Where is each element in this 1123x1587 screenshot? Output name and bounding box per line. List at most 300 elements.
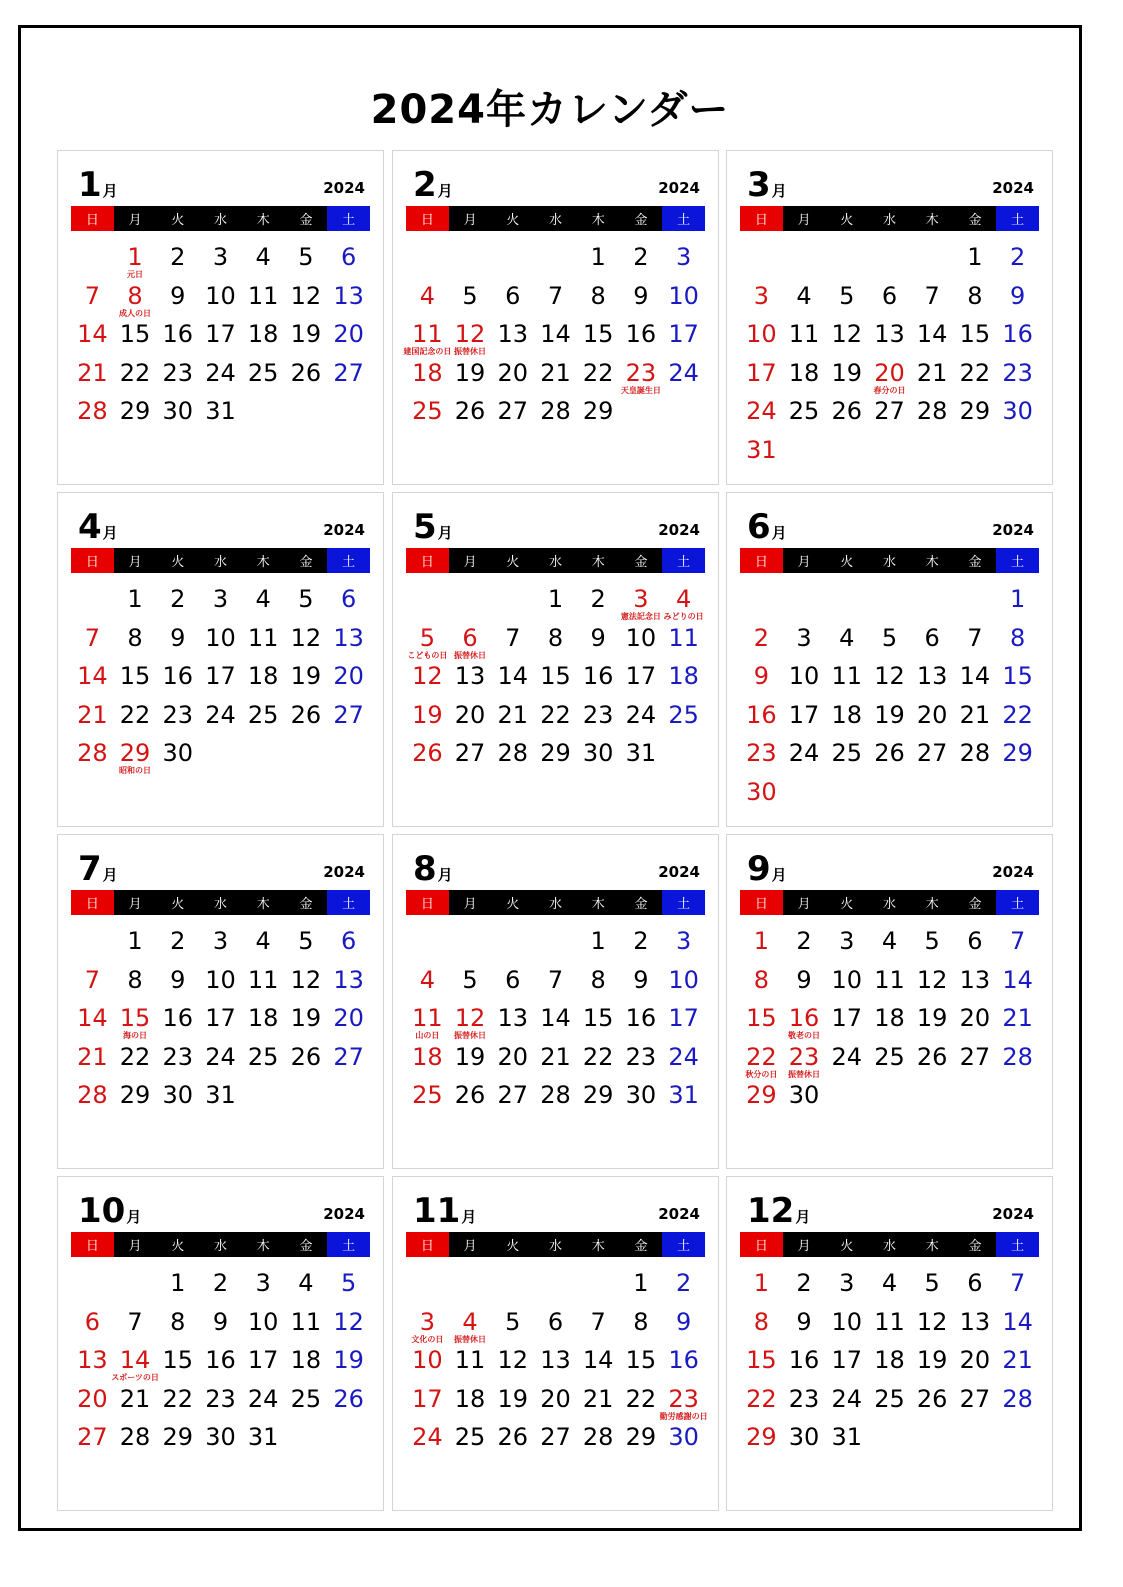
day-cell: [740, 620, 783, 658]
day-cell: [285, 355, 328, 393]
day-cell: [996, 1381, 1039, 1419]
day-number: 30: [205, 1423, 236, 1451]
holiday-name: 振替休日: [454, 1031, 487, 1040]
day-number: 23: [1002, 358, 1033, 387]
weekday-header: [71, 206, 370, 231]
day-cell: [327, 355, 370, 393]
day-number: 21: [540, 1042, 571, 1071]
day-number: 12: [454, 320, 486, 348]
day-cell: [242, 316, 285, 354]
day-number: 12: [454, 1004, 486, 1032]
day-number: 11: [412, 1004, 443, 1032]
day-cell: [242, 1000, 285, 1038]
day-number: 13: [874, 320, 905, 348]
day-number: 7: [924, 281, 940, 310]
weekday-label: 木: [911, 890, 954, 915]
day-number: 29: [540, 739, 571, 767]
month-suffix: 月: [102, 182, 118, 200]
day-number: 26: [454, 1081, 486, 1109]
day-cell: [740, 735, 783, 773]
day-cell: [327, 1304, 370, 1342]
weekday-label: 金: [954, 548, 997, 573]
day-number: 11: [788, 320, 820, 348]
weekday-label: 月: [783, 1232, 826, 1257]
month-panel-1: [57, 150, 384, 485]
day-cell: [114, 658, 157, 696]
day-number: 14: [582, 1346, 614, 1374]
day-cell: [114, 620, 157, 658]
day-number: 8: [753, 965, 769, 994]
day-cell: [242, 1304, 285, 1342]
day-cell: [156, 1039, 199, 1077]
day-number: 4: [419, 281, 435, 310]
day-cell: [577, 1419, 620, 1457]
day-number: 20: [540, 1384, 571, 1413]
month-suffix: 月: [102, 866, 118, 884]
weekday-label: 土: [662, 890, 705, 915]
day-number: 23: [788, 1384, 820, 1413]
day-number: 23: [162, 1042, 194, 1071]
day-cell: [620, 1039, 663, 1077]
day-number: 25: [247, 700, 279, 729]
day-cell: [620, 1419, 663, 1457]
day-number: 1: [127, 243, 143, 271]
day-cell: [156, 1077, 199, 1115]
day-cell: [199, 1265, 242, 1303]
day-cell: [406, 1381, 449, 1419]
day-number: 4: [419, 965, 435, 994]
day-number: 24: [668, 1042, 699, 1071]
day-number: 3: [419, 1307, 435, 1336]
month-year: 2024: [992, 1205, 1034, 1223]
weekday-header: [406, 890, 705, 915]
day-number: 9: [170, 281, 186, 310]
day-number: 13: [333, 281, 364, 310]
day-number: 20: [916, 700, 948, 729]
day-number: 6: [547, 1307, 564, 1336]
day-number: 15: [959, 320, 991, 348]
day-number: 18: [668, 662, 699, 690]
day-number: 6: [967, 927, 983, 955]
day-number: 5: [419, 623, 435, 652]
weekday-header: [740, 206, 1039, 231]
day-cell: [783, 923, 826, 961]
day-cell: [577, 620, 620, 658]
day-cell: [868, 1342, 911, 1380]
month-panel-7: [57, 834, 384, 1169]
day-cell: [577, 1342, 620, 1380]
month-suffix: 月: [437, 182, 453, 200]
day-cell: [242, 1381, 285, 1419]
day-number: 19: [454, 1042, 486, 1071]
weekday-header: [740, 548, 1039, 573]
day-number: 25: [247, 1042, 279, 1071]
day-number: 20: [497, 358, 529, 387]
day-number: 22: [625, 1384, 657, 1413]
day-number: 17: [746, 358, 777, 387]
day-number: 22: [119, 358, 151, 387]
day-cell: [491, 735, 534, 773]
day-cell: [783, 1342, 826, 1380]
day-cell: [577, 658, 620, 696]
day-cell: [662, 355, 705, 393]
weekday-label: 月: [449, 206, 492, 231]
day-number: 24: [831, 1042, 863, 1071]
weekday-label: 月: [449, 548, 492, 573]
day-cell: [534, 316, 577, 354]
day-number: 12: [497, 1346, 529, 1374]
day-number: 21: [497, 700, 529, 729]
day-cell: [71, 1304, 114, 1342]
month-year: 2024: [323, 1205, 365, 1223]
weekday-label: 日: [71, 890, 114, 915]
day-number: 12: [831, 320, 863, 348]
day-cell: [954, 1265, 997, 1303]
day-number: 17: [625, 662, 657, 690]
day-cell: [577, 697, 620, 735]
month-panel-3: [726, 150, 1053, 485]
day-number: 22: [746, 1384, 777, 1413]
day-number: 1: [967, 243, 983, 271]
day-cell: [740, 1265, 783, 1303]
weekday-label: 金: [620, 206, 663, 231]
weekday-label: 土: [662, 548, 705, 573]
day-cell: [868, 1304, 911, 1342]
weekday-label: 火: [491, 548, 534, 573]
day-number: 10: [205, 281, 236, 310]
day-cell: [911, 1304, 954, 1342]
day-cell: [327, 620, 370, 658]
day-number: 20: [333, 320, 364, 348]
day-cell: [114, 1077, 157, 1115]
day-cell: [199, 581, 242, 619]
day-number: 1: [590, 927, 606, 955]
month-year: 2024: [323, 179, 365, 197]
day-cell: [996, 1039, 1039, 1077]
day-cell: [620, 1304, 663, 1342]
day-cell: [620, 316, 663, 354]
day-cell: [662, 1304, 705, 1342]
day-number: 9: [590, 623, 606, 652]
day-number: 13: [959, 965, 991, 994]
day-cell: [534, 735, 577, 773]
day-cell: [954, 1000, 997, 1038]
day-cell: [449, 1077, 492, 1115]
day-number: 3: [839, 927, 855, 955]
day-number: 10: [668, 281, 699, 310]
day-cell: [911, 316, 954, 354]
day-cell: [868, 278, 911, 316]
day-cell: [114, 393, 157, 431]
day-cell: [534, 581, 577, 619]
day-number: 17: [788, 700, 820, 729]
day-cell: [620, 962, 663, 1000]
day-number: 8: [547, 623, 564, 652]
day-number: 17: [412, 1384, 443, 1413]
day-number: 6: [340, 927, 357, 955]
day-cell: [491, 1381, 534, 1419]
day-cell: [156, 1000, 199, 1038]
day-number: 2: [753, 623, 769, 652]
day-number: 31: [205, 397, 236, 425]
day-cell: [868, 962, 911, 1000]
day-cell: [156, 697, 199, 735]
day-grid: [406, 581, 705, 816]
day-cell: [327, 278, 370, 316]
day-number: 26: [333, 1384, 364, 1413]
day-number: 1: [1009, 585, 1026, 613]
day-number: 5: [298, 927, 314, 955]
day-cell: [406, 1077, 449, 1115]
holiday-cell: [449, 316, 492, 354]
day-cell: [954, 239, 997, 277]
day-cell: [406, 1419, 449, 1457]
day-number: 13: [77, 1346, 108, 1374]
day-cell: [285, 962, 328, 1000]
day-cell: [911, 697, 954, 735]
day-number: 18: [412, 1042, 443, 1071]
day-number: 2: [170, 927, 186, 955]
day-cell: [491, 278, 534, 316]
day-number: 12: [916, 1307, 948, 1336]
day-cell: [327, 658, 370, 696]
day-number: 21: [1002, 1004, 1033, 1032]
day-number: 5: [881, 623, 898, 652]
day-number: 16: [162, 662, 194, 690]
day-cell: [406, 1342, 449, 1380]
day-cell: [199, 1342, 242, 1380]
day-number: 27: [497, 1081, 529, 1109]
month-heading: [413, 849, 453, 889]
day-cell: [491, 393, 534, 431]
day-number: 15: [540, 662, 571, 690]
day-number: 22: [746, 1042, 777, 1071]
day-number: 16: [205, 1346, 236, 1374]
weekday-label: 土: [327, 890, 370, 915]
day-number: 9: [753, 662, 769, 690]
day-number: 19: [290, 320, 322, 348]
month-number: 6: [747, 507, 771, 547]
weekday-label: 月: [783, 890, 826, 915]
day-number: 7: [547, 281, 564, 310]
day-cell: [327, 581, 370, 619]
month-year: 2024: [658, 521, 700, 539]
day-cell: [199, 1039, 242, 1077]
day-cell: [662, 697, 705, 735]
day-number: 25: [874, 1384, 905, 1413]
month-year: 2024: [323, 521, 365, 539]
day-cell: [156, 1419, 199, 1457]
day-cell: [327, 923, 370, 961]
weekday-label: 金: [954, 206, 997, 231]
day-number: 25: [831, 739, 863, 767]
day-number: 20: [959, 1004, 991, 1032]
weekday-label: 水: [199, 1232, 242, 1257]
day-cell: [954, 393, 997, 431]
holiday-cell: [449, 1304, 492, 1342]
month-year: 2024: [992, 863, 1034, 881]
day-cell: [156, 316, 199, 354]
day-number: 12: [290, 623, 322, 652]
day-cell: [406, 697, 449, 735]
day-number: 10: [412, 1346, 443, 1374]
day-cell: [954, 962, 997, 1000]
day-number: 27: [497, 397, 529, 425]
day-number: 21: [582, 1384, 614, 1413]
day-number: 31: [247, 1423, 279, 1451]
day-number: 22: [119, 1042, 151, 1071]
month-year: 2024: [658, 863, 700, 881]
month-panel-2: [392, 150, 719, 485]
day-number: 22: [582, 358, 614, 387]
day-cell: [868, 658, 911, 696]
day-cell: [285, 697, 328, 735]
day-number: 9: [796, 1307, 812, 1336]
weekday-label: 日: [740, 1232, 783, 1257]
day-cell: [620, 697, 663, 735]
day-number: 4: [298, 1269, 314, 1297]
day-cell: [783, 1304, 826, 1342]
month-number: 8: [413, 849, 437, 889]
day-cell: [740, 316, 783, 354]
day-cell: [114, 962, 157, 1000]
day-number: 22: [582, 1042, 614, 1071]
month-number: 7: [78, 849, 102, 889]
month-suffix: 月: [771, 182, 787, 200]
weekday-label: 木: [577, 206, 620, 231]
day-cell: [327, 1342, 370, 1380]
day-cell: [996, 581, 1039, 619]
day-number: 21: [916, 358, 948, 387]
day-cell: [156, 658, 199, 696]
day-cell: [620, 735, 663, 773]
day-number: 14: [497, 662, 529, 690]
day-number: 29: [959, 397, 991, 425]
day-cell: [156, 1342, 199, 1380]
day-cell: [327, 239, 370, 277]
day-cell: [199, 620, 242, 658]
day-number: 26: [874, 739, 905, 767]
day-number: 28: [1002, 1042, 1033, 1071]
day-cell: [199, 1077, 242, 1115]
day-cell: [327, 316, 370, 354]
day-cell: [577, 1000, 620, 1038]
month-heading: [78, 165, 118, 205]
day-cell: [577, 1077, 620, 1115]
weekday-label: 水: [534, 206, 577, 231]
day-number: 11: [247, 281, 279, 310]
weekday-label: 土: [662, 1232, 705, 1257]
day-number: 19: [412, 700, 443, 729]
day-number: 7: [127, 1307, 143, 1336]
day-number: 10: [625, 623, 657, 652]
day-number: 10: [831, 1307, 863, 1336]
day-number: 11: [831, 662, 863, 690]
day-cell: [406, 962, 449, 1000]
day-number: 10: [205, 623, 236, 652]
weekday-header: [71, 890, 370, 915]
day-number: 8: [127, 623, 143, 652]
day-number: 19: [497, 1384, 529, 1413]
day-cell: [954, 1342, 997, 1380]
day-cell: [449, 278, 492, 316]
day-cell: [71, 316, 114, 354]
day-cell: [740, 432, 783, 470]
day-number: 11: [874, 965, 905, 994]
day-number: 5: [924, 927, 940, 955]
day-cell: [285, 923, 328, 961]
weekday-label: 金: [620, 1232, 663, 1257]
day-cell: [577, 393, 620, 431]
day-cell: [156, 1265, 199, 1303]
day-number: 28: [916, 397, 948, 425]
holiday-name: 海の日: [123, 1031, 148, 1040]
day-cell: [954, 1039, 997, 1077]
day-cell: [199, 316, 242, 354]
day-number: 8: [170, 1307, 186, 1336]
day-number: 1: [590, 243, 606, 271]
weekday-label: 土: [327, 548, 370, 573]
day-number: 3: [675, 243, 692, 271]
day-cell: [242, 278, 285, 316]
day-number: 26: [290, 1042, 322, 1071]
day-cell: [954, 278, 997, 316]
month-panel-10: [57, 1176, 384, 1511]
day-cell: [954, 923, 997, 961]
day-number: 16: [162, 1004, 194, 1032]
day-cell: [577, 962, 620, 1000]
day-cell: [534, 355, 577, 393]
holiday-cell: [114, 239, 157, 277]
day-cell: [491, 1039, 534, 1077]
day-cell: [199, 1000, 242, 1038]
day-number: 28: [540, 397, 571, 425]
day-cell: [156, 1381, 199, 1419]
day-number: 24: [205, 700, 236, 729]
day-number: 30: [625, 1081, 657, 1109]
day-grid: [740, 923, 1039, 1158]
day-cell: [783, 316, 826, 354]
day-number: 27: [333, 700, 364, 729]
day-cell: [71, 962, 114, 1000]
day-number: 17: [831, 1346, 863, 1374]
day-cell: [783, 1381, 826, 1419]
day-cell: [740, 774, 783, 812]
day-number: 14: [959, 662, 991, 690]
day-number: 22: [162, 1384, 194, 1413]
day-cell: [740, 697, 783, 735]
day-number: 7: [590, 1307, 606, 1336]
day-number: 3: [753, 281, 769, 310]
day-cell: [662, 1342, 705, 1380]
day-cell: [954, 1381, 997, 1419]
day-cell: [911, 1039, 954, 1077]
day-number: 19: [290, 1004, 322, 1032]
day-cell: [285, 581, 328, 619]
day-number: 7: [84, 281, 100, 310]
weekday-label: 火: [825, 1232, 868, 1257]
day-cell: [491, 1419, 534, 1457]
weekday-label: 日: [406, 890, 449, 915]
day-cell: [534, 697, 577, 735]
day-cell: [242, 239, 285, 277]
day-number: 24: [788, 739, 820, 767]
day-cell: [71, 1077, 114, 1115]
holiday-cell: [662, 581, 705, 619]
day-grid: [71, 581, 370, 816]
day-cell: [825, 962, 868, 1000]
day-cell: [199, 658, 242, 696]
